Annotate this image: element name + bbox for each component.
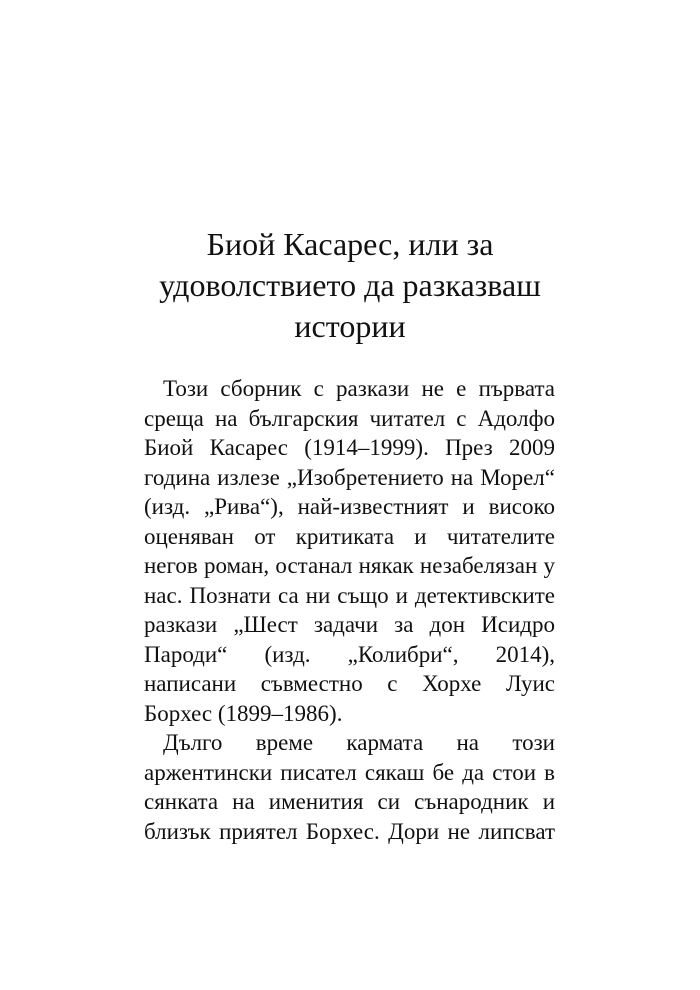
text-line: оценяван от критиката и читателите <box>144 523 555 549</box>
text-line: (изд. „Рива“), най-известният и високо <box>144 494 555 519</box>
text-line: написани съвместно с Хорхе Луис <box>144 671 555 696</box>
chapter-title-line: удоволствието да разказваш <box>159 267 541 303</box>
text-line: среща на българския читател с Адолфо <box>144 405 555 431</box>
paragraph-1 <box>144 374 555 728</box>
paragraph-2 <box>144 728 555 846</box>
chapter-title-line: Биой Касарес, или за <box>206 226 494 262</box>
text-line: разкази „Шест задачи за дон Исидро <box>144 612 555 637</box>
text-line: близък приятел Борхес. Дори не липсват <box>144 818 555 844</box>
chapter-title <box>140 224 560 347</box>
text-line: Биой Касарес (1914–1999). През 2009 <box>144 435 555 460</box>
text-line: Дълго време кармата на този <box>163 730 555 755</box>
chapter-title-line: истории <box>294 308 406 344</box>
text-line: година излезе „Изобретението на Морел“ <box>144 464 555 490</box>
text-line: Пароди“ (изд. „Колибри“, 2014), <box>144 641 555 667</box>
text-line: негов роман, останал някак незабелязан у <box>144 553 555 578</box>
text-line: сянката на именития си сънародник и <box>144 789 555 814</box>
text-line: Борхес (1899–1986). <box>144 700 343 726</box>
text-line: Този сборник с разкази не е първата <box>163 376 555 401</box>
body-text <box>144 374 555 846</box>
text-line: нас. Познати са ни също и детективските <box>144 582 555 608</box>
text-line: аржентински писател сякаш бе да стои в <box>144 759 555 785</box>
